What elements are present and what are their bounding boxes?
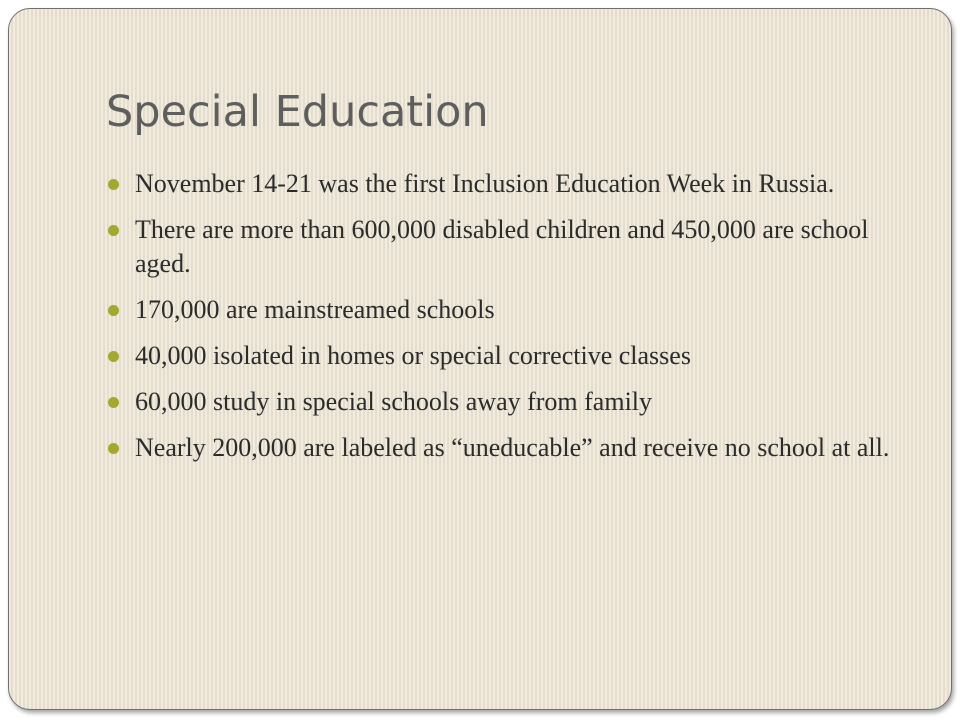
bullet-text: 40,000 isolated in homes or special corrective classes — [135, 341, 691, 370]
bullet-dot-icon — [108, 443, 119, 454]
bullet-text: There are more than 600,000 disabled children and 450,000 are school aged. — [135, 215, 869, 278]
bullet-dot-icon — [108, 225, 119, 236]
bullet-item — [9, 167, 952, 201]
bullet-list — [9, 167, 952, 477]
bullet-dot-icon — [108, 397, 119, 408]
bullet-dot-icon — [108, 351, 119, 362]
bullet-text: November 14-21 was the first Inclusion Education Week in Russia. — [135, 169, 835, 198]
bullet-text: 170,000 are mainstreamed schools — [135, 295, 495, 324]
bullet-dot-icon — [108, 305, 119, 316]
bullet-item — [9, 385, 952, 419]
slide-title: Special Education — [106, 87, 489, 137]
bullet-item — [9, 213, 952, 281]
slide — [8, 8, 952, 710]
bullet-item — [9, 293, 952, 327]
bullet-item — [9, 339, 952, 373]
bullet-text: 60,000 study in special schools away from family — [135, 387, 653, 416]
bullet-dot-icon — [108, 179, 119, 190]
bullet-text: Nearly 200,000 are labeled as “uneducable” and receive no school at all. — [135, 433, 890, 462]
bullet-item — [9, 431, 952, 465]
